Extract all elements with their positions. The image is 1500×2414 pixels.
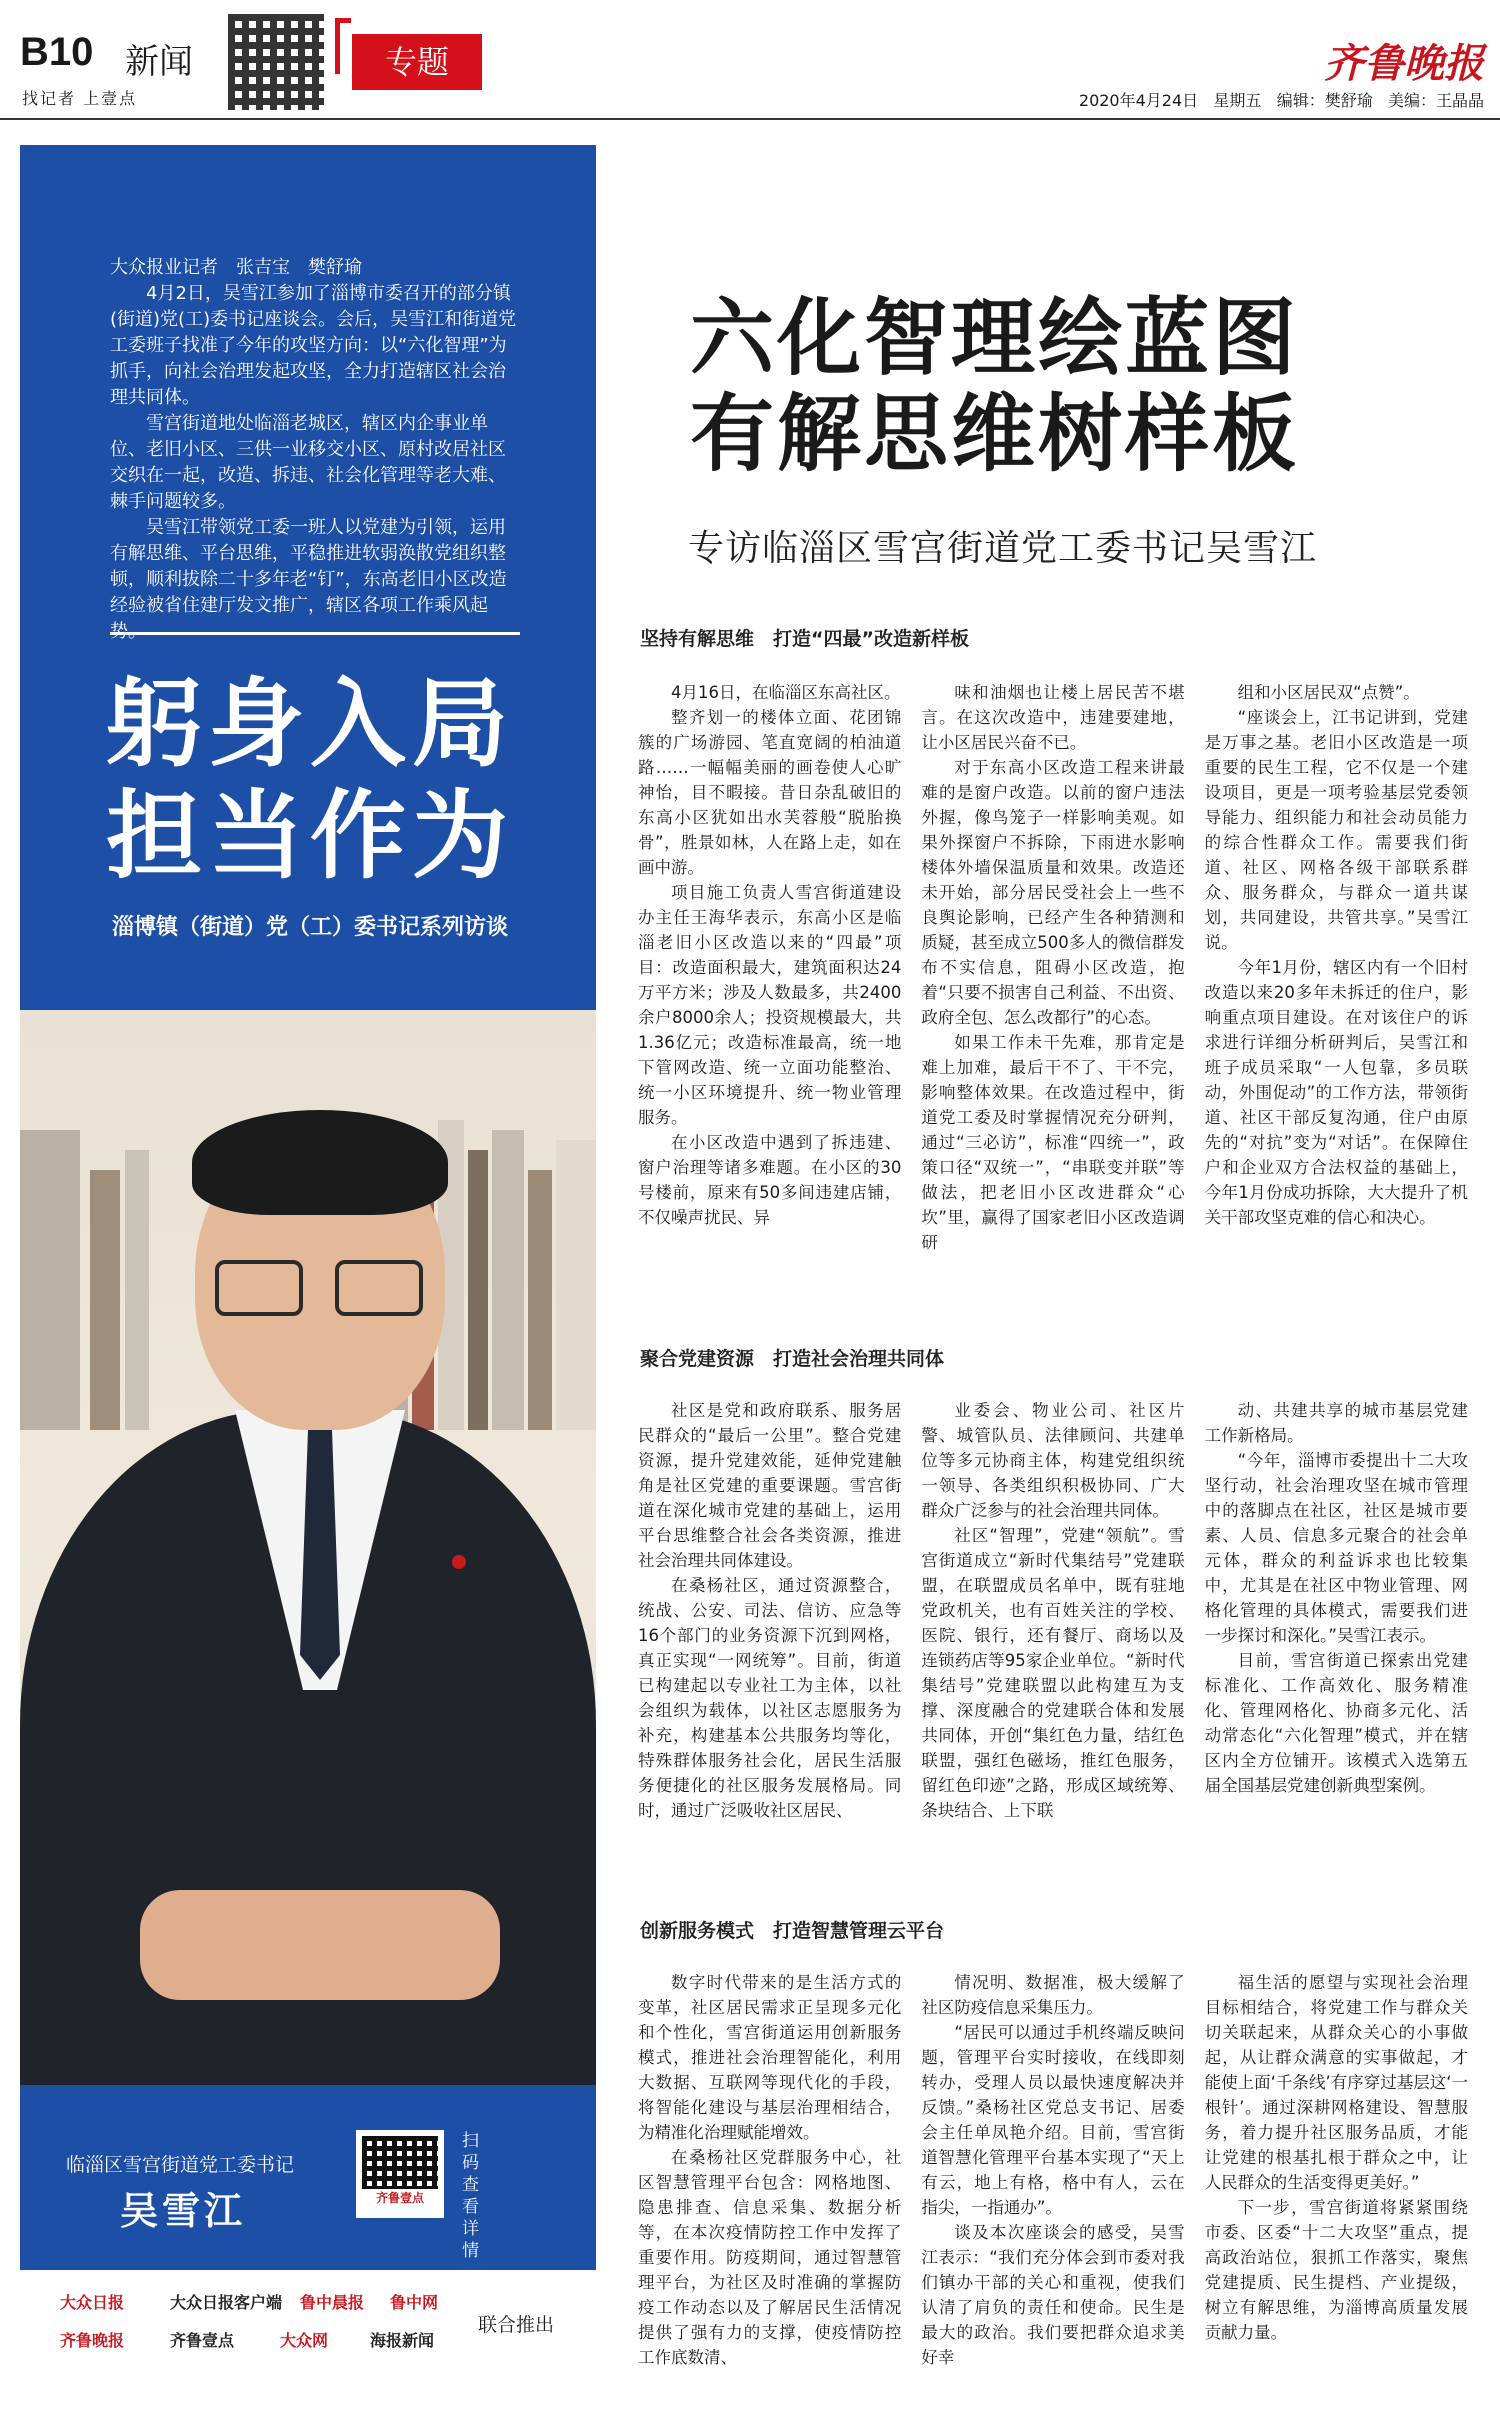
paragraph: 谈及本次座谈会的感受，吴雪江表示：“我们充分体会到市委对我们镇办干部的关心和重视，使我们认清了肩负的责任和使命。民生是最大的政治。我们要把群众追求美好幸 xyxy=(921,2223,1185,2367)
series-name: 淄博镇（街道）党（工）委书记系列访谈 xyxy=(112,915,509,940)
paragraph: 情况明、数据准，极大缓解了社区防疫信息采集压力。 xyxy=(921,1973,1185,2017)
paragraph: 社区是党和政府联系、服务居民群众的“最后一公里”。整合党建资源，提升党建效能，延伸党建触角是社区党建的重要课题。雪宫街道在深化城市党建的基础上，运用平台思维整合社会各类资源，推进社会治理共同体建设。 xyxy=(638,1401,902,1570)
scan-hint: 扫码查看详情 xyxy=(462,2131,479,2261)
paragraph: 在小区改造中遇到了拆违建、窗户治理等诸多难题。在小区的30号楼前，原来有50多间违建店铺，不仅噪声扰民、异 xyxy=(638,1133,902,1227)
paragraph: 下一步，雪宫街道将紧紧围绕市委、区委“十二大攻坚”重点，提高政治站位，狠抓工作落实，聚焦党建提质、民生提档、产业提级，树立有解思维，为淄博高质量发展贡献力量。 xyxy=(1204,2198,1468,2342)
partner-logo: 大众日报客户端 xyxy=(170,2293,283,2312)
glasses-icon xyxy=(215,1260,303,1316)
section-body xyxy=(638,1398,1468,1823)
folded-hands xyxy=(140,1890,500,2000)
subheadline: 专访临淄区雪宫街道党工委书记吴雪江 xyxy=(688,528,1318,569)
section-body xyxy=(638,680,1468,1255)
paragraph: 4月16日，在临淄区东高社区。 xyxy=(671,683,901,702)
glasses-icon xyxy=(335,1260,423,1316)
paragraph: 对于东高小区改造工程来讲最难的是窗户改造。以前的窗户违法外握，像鸟笼子一样影响美观。如果外探窗户不拆除，下雨进水影响楼体外墙保温质量和效果。改造还未开始，部分居民受社会上一些不良舆论影响，已经产生各种猜测和质疑，甚至成立500多人的微信群发布不实信息，阻碍小区改造，抱着“只要不损害自己利益、不出资、政府全包、怎么改都行”的心态。 xyxy=(921,758,1185,1027)
text-column xyxy=(638,680,901,1255)
paragraph: 项目施工负责人雪宫街道建设办主任王海华表示，东高小区是临淄老旧小区改造以来的“四最”项目：改造面积最大，建筑面积达24万平方米；涉及人数最多，共2400余户8000余人；投资规模最大，共1.36亿元；改造标准最高，统一地下管网改造、统一立面功能整治、统一小区环境提升、统一物业管理服务。 xyxy=(638,883,902,1127)
paragraph: 组和小区居民双“点赞”。 xyxy=(1237,683,1420,702)
paragraph: 目前，雪宫街道已探索出党建标准化、工作高效化、服务精准化、管理网格化、协商多元化、活动常态化“六化智理”模式，并在辖区内全方位铺开。该模式入选第五届全国基层党建创新典型案例。 xyxy=(1204,1651,1468,1795)
partner-logo: 鲁中网 xyxy=(390,2293,439,2312)
paragraph: 业委会、物业公司、社区片警、城管队员、法律顾问、共建单位等多元协商主体，构建党组织统一领导、各类组织积极协同、广大群众广泛参与的社会治理共同体。 xyxy=(921,1401,1185,1520)
text-column xyxy=(1205,1970,1468,2370)
text-column xyxy=(921,1970,1184,2370)
header-rule xyxy=(0,118,1500,120)
paragraph: 今年1月份，辖区内有一个旧村改造以来20多年未拆迁的住户，影响重点项目建设。在对该住户的诉求进行详细分析研判后，吴雪江和班子成员采取“一人包靠，多员联动，外围促动”的工作方法，带领街道、社区干部反复沟通，住户由原先的“对抗”变为“对话”。在保障住户和企业双方合法权益的基础上，今年1月份成功拆除，大大提升了机关干部攻坚克难的信心和决心。 xyxy=(1204,958,1468,1227)
headline xyxy=(690,290,1299,482)
party-badge-icon xyxy=(452,1555,466,1569)
lead-paragraph: 雪宫街道地处临淄老城区，辖区内企事业单位、老旧小区、三供一业移交小区、原村改居社区交织在一起，改造、拆违、社会化管理等老大难、棘手问题较多。 xyxy=(110,413,506,512)
panel-divider xyxy=(110,632,520,635)
partner-logo: 大众日报 xyxy=(60,2293,125,2312)
dateline xyxy=(1079,88,1484,111)
joint-release: 联合推出 xyxy=(478,2314,555,2336)
designer: 美编：王晶晶 xyxy=(1387,91,1484,110)
partner-logo: 海报新闻 xyxy=(370,2331,435,2350)
date: 2020年4月24日 xyxy=(1078,91,1199,110)
qr-code-icon xyxy=(362,2136,438,2189)
text-column xyxy=(1205,1398,1468,1823)
partner-logo: 齐鲁晚报 xyxy=(60,2331,125,2350)
headline-line: 有解思维树样板 xyxy=(690,384,1300,483)
lead-paragraph: 吴雪江带领党工委一班人以党建为引领，运用有解思维、平台思维，平稳推进软弱涣散党组织整顿，顺利拔除二十多年老“钉”，东高老旧小区改造经验被省住建厅发文推广，辖区各项工作乘风起 xyxy=(110,517,507,616)
panel-title xyxy=(106,668,514,892)
lead-paragraph: 4月2日，吴雪江参加了淄博市委召开的部分镇(街道)党(工)委书记座谈会。会后，吴雪江和街道党工委班子找准了今年的攻坚方向：以“六化智理”为抓手，向社会治理发起攻坚，全力打造辖区社会治理共同体。 xyxy=(110,283,517,408)
caption-name: 吴雪江 xyxy=(120,2189,247,2233)
section-heading: 坚持有解思维 打造“四最”改造新样板 xyxy=(640,628,969,650)
partner-logo: 齐鲁壹点 xyxy=(170,2331,235,2350)
paragraph: “座谈会上，江书记讲到，党建是万事之基。老旧小区改造是一项重要的民生工程，它不仅是一个建设项目，更是一项考验基层党委领导能力、组织能力和社会动员能力的综合性群众工作。需要我们街道、社区、网格各级干部联系群众、服务群众，与群众一道共谋划，共同建设，共管共享。”吴雪江说。 xyxy=(1204,708,1468,952)
section-name: 新闻 xyxy=(125,42,193,82)
headline-line: 六化智理绘蓝图 xyxy=(690,288,1300,387)
weekday: 星期五 xyxy=(1213,91,1262,110)
section-heading: 创新服务模式 打造智慧管理云平台 xyxy=(640,1920,945,1942)
section-body xyxy=(638,1970,1468,2370)
paragraph: 味和油烟也让楼上居民苦不堪言。在这次改造中，违建要建地，让小区居民兴奋不已。 xyxy=(921,683,1185,752)
panel-title-line: 躬身入局 xyxy=(106,667,514,780)
partner-logo: 大众网 xyxy=(280,2331,329,2350)
section-heading: 聚合党建资源 打造社会治理共同体 xyxy=(640,1348,945,1370)
paragraph: 福生活的愿望与实现社会治理目标相结合，将党建工作与群众关切关联起来，从群众关心的小事做起，从让群众满意的实事做起，才能使上面‘千条线’有序穿过基层这‘一根针’。通过深耕网格建设、智慧服务，着力提升社区服务品质，才能让党建的根基扎根于群众之中，让人民群众的生活变得更美好。” xyxy=(1204,1973,1468,2192)
lead-text xyxy=(110,255,520,645)
qr-code-icon[interactable] xyxy=(228,14,324,110)
topic-tag: 专题 xyxy=(352,34,482,90)
paragraph: 动、共建共享的城市基层党建工作新格局。 xyxy=(1204,1401,1468,1445)
brand-logo: 齐鲁晚报 xyxy=(1324,40,1484,87)
hair xyxy=(192,1110,448,1215)
page-number: B10 xyxy=(20,30,94,74)
text-column xyxy=(1205,680,1468,1255)
header-slogan: 找记者 上壹点 xyxy=(22,89,138,108)
paragraph: 如果工作未干先难，那肯定是难上加难，最后干不了、干不完，影响整体效果。在改造过程中，街道党工委及时掌握情况充分研判，通过“三必访”，标准“四统一”，政策口径“双统一”，“串联变并联”等做法，把老旧小区改进群众“心坎”里，赢得了国家老旧小区改造调研 xyxy=(921,1033,1185,1252)
text-column xyxy=(921,680,1184,1255)
partner-logo: 鲁中晨报 xyxy=(300,2293,365,2312)
text-column xyxy=(921,1398,1184,1823)
panel-title-line: 担当作为 xyxy=(106,779,514,892)
paragraph: 整齐划一的楼体立面、花团锦簇的广场游园、笔直宽阔的柏油道路……一幅幅美丽的画卷使人心旷神怡，目不暇接。昔日杂乱破旧的东高小区犹如出水芙蓉般“脱胎换骨”，胜景如林，人在路上走，如在画中游。 xyxy=(638,708,902,877)
qr-label: 齐鲁壹点 xyxy=(375,2191,424,2206)
paragraph: 在桑杨社区党群服务中心，社区智慧管理平台包含：网格地图、隐患排查、信息采集、数据分析等，在本次疫情防控工作中发挥了重要作用。防疫期间，通过智慧管理平台，为社区及时准确的掌握防疫工作动态以及了解居民生活情况提供了强有力的支撑，使疫情防控工作底数清、 xyxy=(638,2148,902,2367)
text-column xyxy=(638,1970,901,2370)
paragraph: “居民可以通过手机终端反映问题，管理平台实时接收，在线即刻转办，受理人员以最快速度解决并反馈。”桑杨社区党总支书记、居委会主任单凤艳介绍。目前，雪宫街道智慧化管理平台基本实现了“天上有云，地上有格，格中有人，云在指尖，一指通办”。 xyxy=(921,2023,1185,2217)
text-column xyxy=(638,1398,901,1823)
editor: 编辑：樊舒瑜 xyxy=(1276,91,1373,110)
caption-role: 临淄区雪宫街道党工委书记 xyxy=(66,2154,295,2176)
paragraph: 在桑杨社区，通过资源整合，统战、公安、司法、信访、应急等16个部门的业务资源下沉到网格，真正实现“一网统筹”。目前，街道已构建起以专业社工为主体，以社会组织为载体，以社区志愿服务为补充，构建基本公共服务均等化，特殊群体服务社会化，居民生活服务便捷化的社区服务发展格局。同时，通过广泛吸收社区居民、 xyxy=(638,1576,902,1820)
paragraph: 社区“智理”，党建“领航”。雪宫街道成立“新时代集结号”党建联盟，在联盟成员名单中，既有驻地党政机关，也有百姓关注的学校、医院、银行，还有餐厅、商场以及连锁药店等95家企业单位。“新时代集结号”党建联盟以此构建互为支撑、深度融合的党建联合体和发展共同体，开创“集红色力量，结红色联盟，强红色磁场，推红色服务，留红色印迹”之路，形成区域统筹、条块结合、上下联 xyxy=(921,1526,1185,1820)
byline: 大众报业记者 张吉宝 樊舒瑜 xyxy=(110,257,362,278)
paragraph: “今年，淄博市委提出十二大攻坚行动，社会治理攻坚在城市管理中的落脚点在社区，社区是城市要素、人员、信息多元聚合的社会单元体，群众的利益诉求也比较集中，尤其是在社区中物业管理、网格化管理的具体模式，需要我们进一步探讨和深化。”吴雪江表示。 xyxy=(1204,1451,1468,1645)
qr-code[interactable] xyxy=(356,2130,444,2218)
topic-tag-frame xyxy=(335,18,351,74)
paragraph: 数字时代带来的是生活方式的变革，社区居民需求正呈现多元化和个性化，雪宫街道运用创新服务模式，推进社会治理智能化，利用大数据、互联网等现代化的手段，将智能化建设与基层治理相结合，为精准化治理赋能增效。 xyxy=(638,1973,902,2142)
portrait-photo xyxy=(20,1010,596,2085)
